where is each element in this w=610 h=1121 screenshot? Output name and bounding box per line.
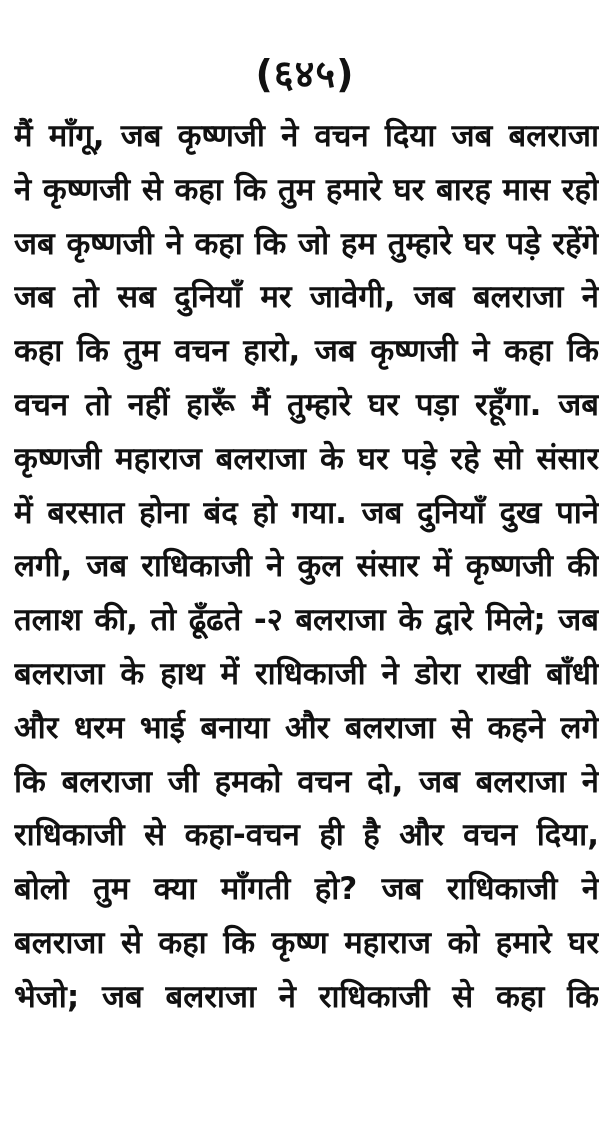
page-number: (६४५) bbox=[255, 52, 355, 96]
text-line: भेजो; जब बलराजा ने राधिकाजी से कहा कि bbox=[14, 978, 599, 1015]
text-line: और धरम भाई बनाया और बलराजा से कहने लगे bbox=[14, 709, 599, 746]
text-line: कृष्णजी महाराज बलराजा के घर पड़े रहे सो संसार bbox=[14, 440, 599, 477]
text-line: लगी, जब राधिकाजी ने कुल संसार में कृष्णजी की bbox=[14, 548, 599, 585]
text-line: कहा कि तुम वचन हारो, जब कृष्णजी ने कहा कि bbox=[14, 333, 599, 370]
text-line: में बरसात होना बंद हो गया. जब दुनियाँ दुख पाने bbox=[14, 494, 599, 531]
body-text bbox=[14, 110, 599, 1025]
text-line: मैं माँगू, जब कृष्णजी ने वचन दिया जब बलराजा bbox=[14, 118, 599, 154]
text-line: वचन तो नहीं हारूँ मैं तुम्हारे घर पड़ा रहूँगा. जब bbox=[14, 386, 599, 423]
text-line: जब तो सब दुनियाँ मर जावेगी, जब बलराजा ने bbox=[14, 279, 599, 316]
text-line: बलराजा से कहा कि कृष्ण महाराज को हमारे घर bbox=[14, 924, 599, 961]
text-line: बोलो तुम क्या माँगती हो? जब राधिकाजी ने bbox=[14, 871, 599, 908]
text-line: राधिकाजी से कहा-वचन ही है और वचन दिया, bbox=[14, 817, 599, 854]
text-line: कि बलराजा जी हमको वचन दो, जब बलराजा ने bbox=[14, 763, 599, 800]
text-line: तलाश की, तो ढूँढते -२ बलराजा के द्वारे मिले; जब bbox=[14, 602, 599, 639]
text-line: बलराजा के हाथ में राधिकाजी ने डोरा राखी बाँधी bbox=[14, 655, 599, 692]
text-line: जब कृष्णजी ने कहा कि जो हम तुम्हारे घर पड़े रहेंगे bbox=[14, 225, 599, 262]
text-line: ने कृष्णजी से कहा कि तुम हमारे घर बारह मास रहो bbox=[14, 171, 599, 208]
